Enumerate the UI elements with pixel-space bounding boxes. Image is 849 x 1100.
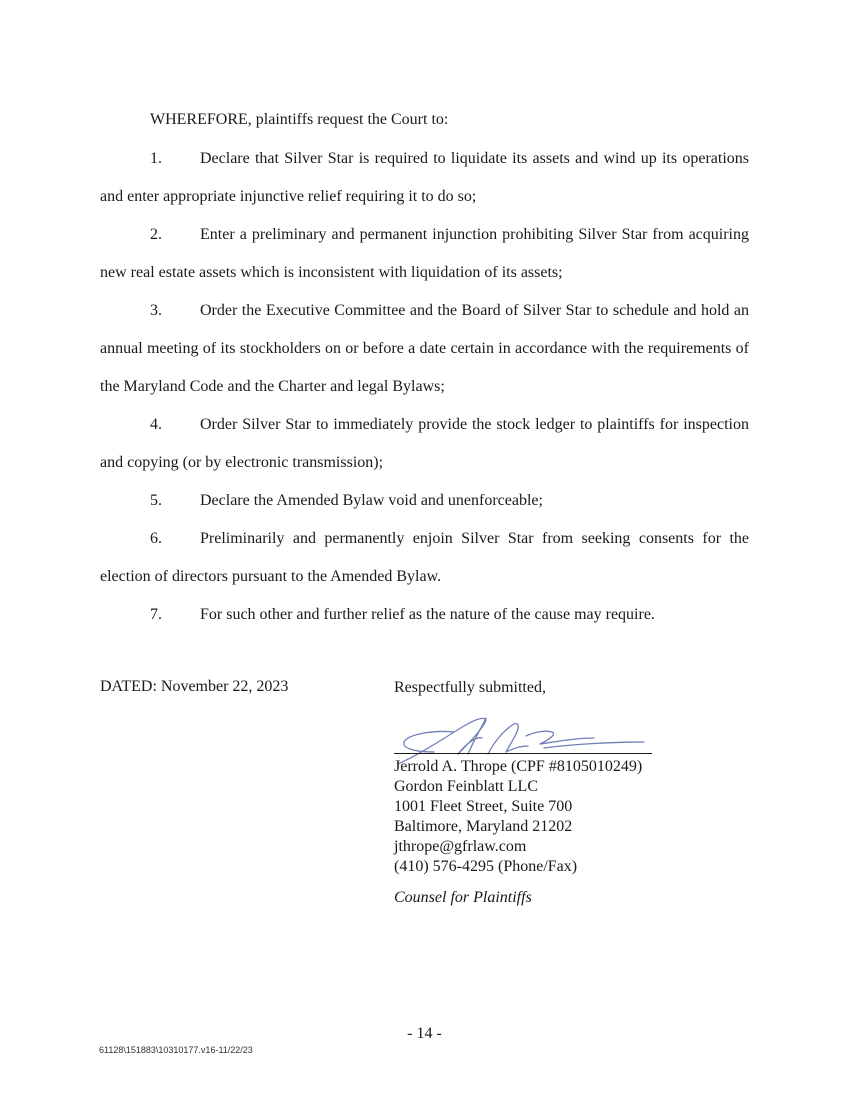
relief-item — [100, 216, 749, 292]
closing-block — [394, 678, 546, 698]
item-number: 5. — [150, 492, 162, 509]
item-number: 6. — [150, 530, 162, 547]
city-state-zip: Baltimore, Maryland 21202 — [394, 818, 573, 835]
relief-item — [100, 406, 749, 482]
page-number: - 14 - — [407, 1025, 442, 1042]
signer-name: Jerrold A. Thrope (CPF #8105010249) — [394, 758, 643, 775]
item-number: 3. — [150, 302, 162, 319]
relief-item — [100, 292, 749, 406]
item-text: Order Silver Star to immediately provide the stock ledger to plaintiffs for inspection and copying (or by electronic transmission); — [100, 416, 749, 471]
phone-fax: (410) 576-4295 (Phone/Fax) — [394, 858, 578, 875]
item-text: Order the Executive Committee and the Board of Silver Star to schedule and hold an annual meeting of its stockholders on or before a date certain in accordance with the requirements of the Maryland Code and the Charter and legal Bylaws; — [100, 302, 749, 395]
item-text: Declare the Amended Bylaw void and unenforceable; — [200, 492, 543, 509]
item-text: Declare that Silver Star is required to liquidate its assets and wind up its operations and enter appropriate injunctive relief requiring it to do so; — [100, 150, 749, 205]
signature-line — [394, 753, 652, 754]
counsel-designation: Counsel for Plaintiffs — [394, 889, 532, 906]
street-address: 1001 Fleet Street, Suite 700 — [394, 798, 573, 815]
item-number: 2. — [150, 226, 162, 243]
email-address: jthrope@gfrlaw.com — [394, 838, 527, 855]
document-id: 61128\151883\10310177.v16-11/22/23 — [99, 1045, 253, 1055]
relief-item — [100, 140, 749, 216]
closing-text: Respectfully submitted, — [394, 679, 546, 696]
item-text: For such other and further relief as the nature of the cause may require. — [200, 606, 655, 623]
item-number: 4. — [150, 416, 162, 433]
item-number: 7. — [150, 606, 162, 623]
item-text: Enter a preliminary and permanent injunction prohibiting Silver Star from acquiring new real estate assets which is inconsistent with liquidation of its assets; — [100, 226, 749, 281]
relief-item — [100, 482, 749, 520]
relief-item — [100, 596, 749, 634]
relief-item — [100, 520, 749, 596]
item-number: 1. — [150, 150, 162, 167]
firm-name: Gordon Feinblatt LLC — [394, 778, 538, 795]
dated-line: DATED: November 22, 2023 — [100, 678, 289, 695]
signature-address-block — [394, 757, 642, 877]
intro-paragraph: WHEREFORE, plaintiffs request the Court to: — [150, 111, 449, 128]
item-text: Preliminarily and permanently enjoin Silver Star from seeking consents for the election of directors pursuant to the Amended Bylaw. — [100, 530, 749, 585]
